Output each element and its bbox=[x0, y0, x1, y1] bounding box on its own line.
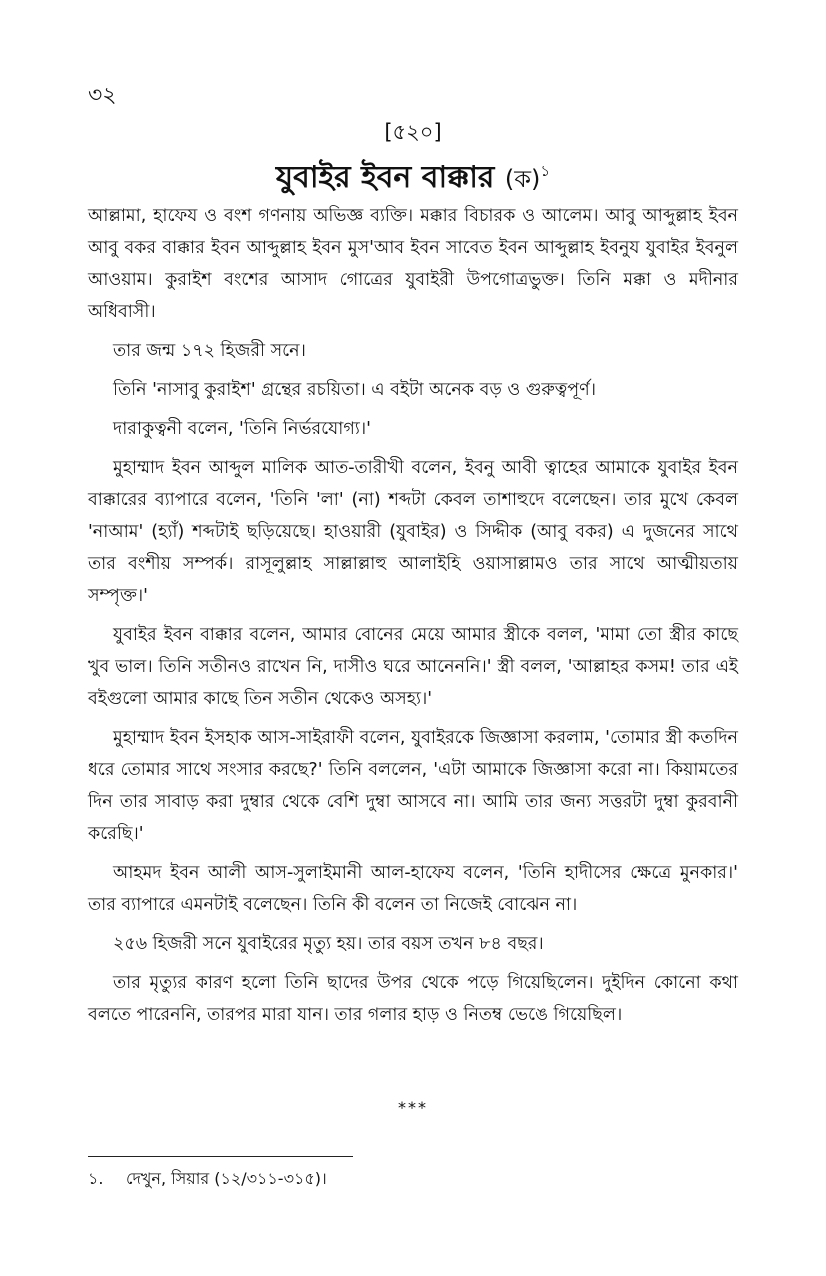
paragraph-birth: তার জন্ম ১৭২ হিজরী সনে। bbox=[113, 341, 306, 361]
paragraph-death-cause: তার মৃত্যুর কারণ হলো তিনি ছাদের উপর থেকে পড়ে গিয়েছিলেন। দুইদিন কোনো কথা বলতে পারেননি, তারপর মারা যান। তার গলার হাড় ও নিতম্ব ভেঙে গিয়েছিল। bbox=[88, 973, 738, 1025]
paragraph-book: তিনি 'নাসাবু কুরাইশ' গ্রন্থের রচয়িতা। এ বইটা অনেক বড় ও গুরুত্বপূর্ণ। bbox=[113, 380, 596, 400]
paragraph-death-year: ২৫৬ হিজরী সনে যুবাইরের মৃত্যু হয়। তার বয়স তখন ৮৪ বছর। bbox=[113, 934, 544, 954]
footnote-divider bbox=[88, 1156, 353, 1157]
entry-title-suffix: (ক) bbox=[504, 165, 541, 193]
page-number: ৩২ bbox=[88, 83, 117, 108]
footnote bbox=[88, 1166, 327, 1192]
footnote-text: দেখুন, সিয়ার (১২/৩১১-৩১৫)। bbox=[126, 1169, 327, 1188]
footnote-number: ১. bbox=[88, 1169, 104, 1188]
paragraph-intro: আল্লামা, হাফেয ও বংশ গণনায় অভিজ্ঞ ব্যক্তি। মক্কার বিচারক ও আলেম। আবু আব্দুল্লাহ ইবন আবু বকর বাক্কার ইবন আব্দুল্লাহ ইবন মুস'আব ইবন সাবেত ইবন আব্দুল্লাহ ইবনুয যুবাইর ইবনুল আওয়াম। কুরাইশ বংশের আসাদ গোত্রের যুবাইরী উপগোত্রভুক্ত। তিনি মক্কা ও মদীনার অধিবাসী। bbox=[88, 206, 738, 322]
entry-title bbox=[0, 150, 826, 200]
paragraph-sairafi: মুহাম্মাদ ইবন ইসহাক আস-সাইরাফী বলেন, যুবাইরকে জিজ্ঞাসা করলাম, 'তোমার স্ত্রী কতদিন ধরে তোমার সাথে সংসার করছে?' তিনি বললেন, 'এটা আমাকে জিজ্ঞাসা করো না। কিয়ামতের দিন তার সাবাড় করা দুম্বার থেকে বেশি দুম্বা আসবে না। আমি তার জন্য সত্তরটা দুম্বা কুরবানী করেছি।' bbox=[88, 728, 738, 844]
section-separator: *** bbox=[398, 1098, 428, 1117]
title-footnote-ref: ১ bbox=[540, 162, 551, 180]
entry-title-name: যুবাইর ইবন বাক্কার bbox=[275, 160, 495, 195]
paragraph-daraqutni: দারাকুত্বনী বলেন, 'তিনি নির্ভরযোগ্য।' bbox=[113, 419, 371, 439]
paragraph-sulaimani: আহমদ ইবন আলী আস-সুলাইমানী আল-হাফেয বলেন, 'তিনি হাদীসের ক্ষেত্রে মুনকার।' তার ব্যাপারে এমনটাই বলেছেন। তিনি কী বলেন তা নিজেই বোঝেন না। bbox=[88, 863, 738, 915]
paragraph-tarikhi: মুহাম্মাদ ইবন আব্দুল মালিক আত-তারীখী বলেন, ইবনু আবী ত্বাহের আমাকে যুবাইর ইবন বাক্কারের ব্যাপারে বলেন, 'তিনি 'লা' (না) শব্দটা কেবল তাশাহুদে বলেছেন। তার মুখে কেবল 'নাআম' (হ্যাঁ) শব্দটাই ছড়িয়েছে। হাওয়ারী (যুবাইর) ও সিদ্দীক (আবু বকর) এ দুজনের সাথে তার বংশীয় সম্পর্ক। রাসূলুল্লাহ সাল্লাল্লাহু আলাইহি ওয়াসাল্লামও তার সাথে আত্মীয়তায় সম্পৃক্ত।' bbox=[88, 458, 738, 606]
entry-number: [৫২০] bbox=[384, 120, 442, 144]
body-text bbox=[88, 200, 738, 1038]
paragraph-zubair-story: যুবাইর ইবন বাক্কার বলেন, আমার বোনের মেয়ে আমার স্ত্রীকে বলল, 'মামা তো স্ত্রীর কাছে খুব ভাল। তিনি সতীনও রাখেন নি, দাসীও ঘরে আনেননি।' স্ত্রী বলল, 'আল্লাহর কসম! তার এই বইগুলো আমার কাছে তিন সতীন থেকেও অসহ্য।' bbox=[88, 625, 738, 709]
